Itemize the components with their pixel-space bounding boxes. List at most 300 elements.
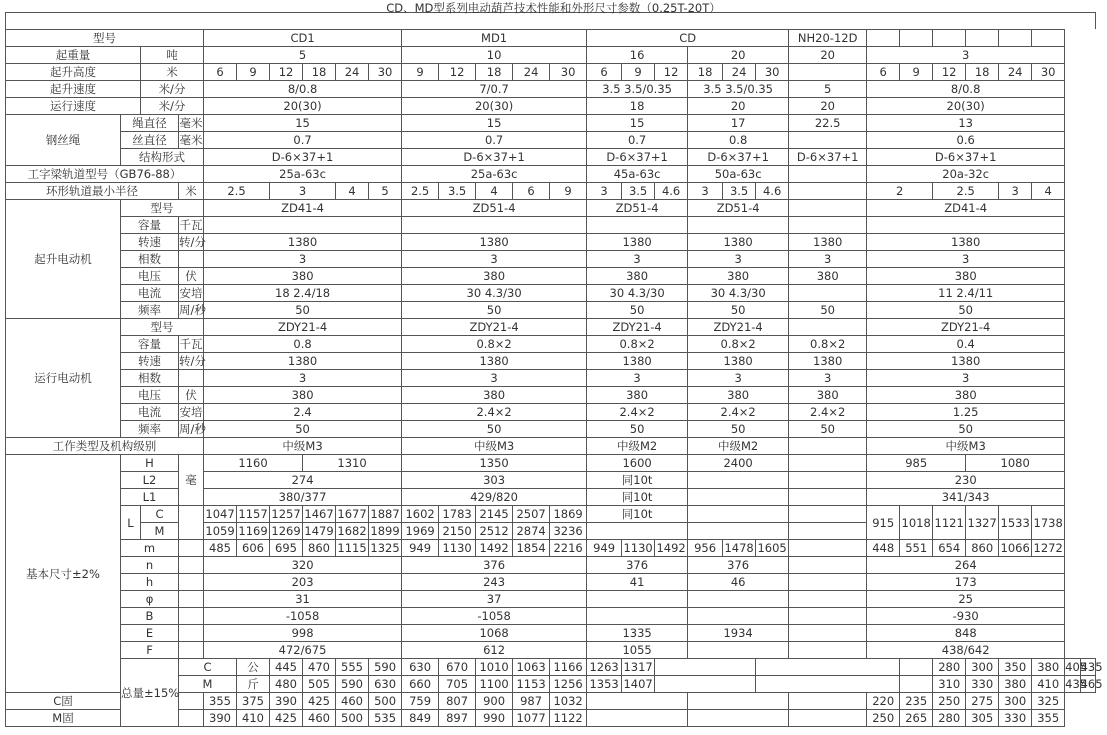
table-cell: 438/642: [867, 642, 1065, 659]
table-cell: 630: [369, 676, 402, 693]
table-cell: 吨: [141, 47, 204, 64]
table-cell: 380: [867, 268, 1065, 285]
table-cell: 1380: [688, 234, 789, 251]
table-cell: 1010: [476, 659, 513, 676]
table-cell: 1602: [402, 506, 439, 523]
table-cell: 1068: [402, 625, 587, 642]
table-cell: 330: [966, 676, 999, 693]
table-cell: 2150: [439, 523, 476, 540]
table-cell: 0.7: [402, 132, 587, 149]
table-cell: 670: [439, 659, 476, 676]
table-cell: 1055: [587, 642, 688, 659]
table-cell: 5: [789, 81, 867, 98]
table-cell: [587, 608, 688, 625]
table-cell: 50: [204, 302, 402, 319]
table-row: [6, 455, 1096, 472]
table-cell: C: [141, 506, 179, 523]
table-cell: ZD41-4: [867, 200, 1065, 217]
table-cell: 20: [789, 98, 867, 115]
table-cell: 公: [237, 659, 270, 676]
table-cell: [179, 625, 204, 642]
table-cell: 电流: [121, 285, 179, 302]
table-cell: 50: [587, 421, 688, 438]
table-cell: 5: [204, 47, 402, 64]
table-cell: 相数: [121, 251, 179, 268]
table-cell: 390: [270, 693, 303, 710]
table-cell: C: [179, 659, 237, 676]
table-cell: 275: [966, 693, 999, 710]
table-cell: 305: [966, 710, 999, 727]
table-cell: 376: [688, 557, 789, 574]
table-cell: 30 4.3/30: [688, 285, 789, 302]
table-cell: 3.5: [439, 183, 476, 200]
table-cell: 0.6: [867, 132, 1065, 149]
table-row: [6, 81, 1096, 98]
table-cell: D-6×37+1: [587, 149, 688, 166]
table-cell: [756, 659, 900, 676]
table-cell: 341/343: [867, 489, 1065, 506]
table-cell: 20: [688, 47, 789, 64]
table-cell: 2.4×2: [402, 404, 587, 421]
table-cell: 3: [789, 251, 867, 268]
table-cell: 590: [336, 676, 369, 693]
table-cell: 50: [587, 302, 688, 319]
table-cell: M: [141, 523, 179, 540]
table-cell: 同10t: [587, 489, 688, 506]
table-cell: 949: [587, 540, 622, 557]
table-cell: 630: [402, 659, 439, 676]
table-cell: 380: [789, 268, 867, 285]
table-cell: 容量: [121, 217, 179, 234]
table-cell: 3: [867, 47, 1065, 64]
table-cell: 3: [688, 183, 723, 200]
table-cell: 运行电动机: [6, 319, 121, 438]
table-cell: 460: [336, 693, 369, 710]
table-cell: 运行速度: [6, 98, 141, 115]
table-cell: 265: [900, 710, 933, 727]
spec-table-body: [6, 30, 1103, 727]
table-cell: 工字梁轨道型号（GB76-88）: [6, 166, 204, 183]
table-cell: 伏: [179, 387, 204, 404]
table-cell: 30: [550, 64, 587, 81]
table-cell: [688, 472, 789, 489]
table-cell: ZD51-4: [587, 200, 688, 217]
table-cell: 50: [204, 421, 402, 438]
table-cell: 同10t: [587, 506, 688, 523]
table-cell: 1121: [933, 506, 966, 540]
table-row: [6, 149, 1096, 166]
table-cell: 2216: [550, 540, 587, 557]
table-cell: 1.25: [867, 404, 1065, 421]
table-cell: [933, 30, 966, 47]
table-cell: [179, 591, 204, 608]
table-row: [6, 251, 1096, 268]
table-cell: 24: [723, 64, 756, 81]
table-cell: 355: [1032, 710, 1065, 727]
table-cell: 4: [476, 183, 513, 200]
table-cell: 3: [204, 370, 402, 387]
table-cell: 2.4×2: [587, 404, 688, 421]
table-cell: 2400: [688, 455, 789, 472]
table-cell: 998: [204, 625, 402, 642]
table-cell: 频率: [121, 421, 179, 438]
table-cell: 24: [336, 64, 369, 81]
table-cell: 25: [867, 591, 1065, 608]
table-row: [6, 132, 1096, 149]
table-cell: 1353: [587, 676, 622, 693]
table-cell: [587, 523, 688, 540]
table-cell: [789, 574, 867, 591]
table-cell: 380: [688, 387, 789, 404]
table-cell: 17: [688, 115, 789, 132]
table-cell: [789, 642, 867, 659]
table-cell: 3: [587, 183, 622, 200]
table-cell: [587, 710, 688, 727]
table-cell: h: [121, 574, 179, 591]
table-cell: 1887: [370, 507, 400, 521]
table-cell: 405: [1065, 660, 1088, 674]
table-cell: 1380: [688, 353, 789, 370]
table-cell: 1350: [402, 455, 587, 472]
table-cell: 2: [867, 183, 933, 200]
table-cell: [179, 574, 204, 591]
table-cell: 5: [369, 183, 402, 200]
table-cell: 848: [867, 625, 1065, 642]
table-cell: 380: [587, 268, 688, 285]
table-cell: 30: [369, 64, 402, 81]
table-cell: 型号: [6, 30, 204, 47]
table-cell: [655, 659, 756, 676]
table-cell: 1257: [271, 507, 301, 521]
table-cell: 千瓦: [179, 218, 203, 232]
table-cell: 3: [867, 370, 1065, 387]
table-cell: 9: [550, 183, 587, 200]
table-cell: 429/820: [402, 489, 587, 506]
table-cell: φ: [121, 591, 179, 608]
table-cell: 203: [204, 574, 402, 591]
table-cell: 654: [933, 540, 966, 557]
page-title: CD、MD型系列电动葫芦技术性能和外形尺寸参数（0.25T-20T）: [386, 1, 721, 15]
table-cell: 0.8: [688, 132, 789, 149]
table-cell: 380: [402, 268, 587, 285]
table-cell: 612: [402, 642, 587, 659]
table-cell: 2.4×2: [688, 404, 789, 421]
table-cell: 380: [999, 676, 1032, 693]
table-cell: 4.6: [655, 183, 688, 200]
table-cell: 绳直径: [121, 115, 179, 132]
table-cell: [789, 489, 867, 506]
table-cell: 16: [587, 47, 688, 64]
table-cell: [789, 455, 867, 472]
table-cell: 50: [789, 302, 867, 319]
table-cell: 50a-63c: [688, 166, 789, 183]
table-cell: 4.6: [756, 183, 789, 200]
table-cell: [789, 285, 867, 302]
table-cell: 2.5: [402, 183, 439, 200]
table-cell: [900, 676, 933, 693]
table-row: [6, 200, 1096, 217]
table-cell: 425: [303, 693, 336, 710]
table-cell: 千瓦: [179, 337, 203, 351]
table-cell: 15: [402, 115, 587, 132]
table-cell: [867, 217, 1065, 234]
table-row: [6, 489, 1096, 506]
table-cell: 280: [933, 710, 966, 727]
table-cell: 8/0.8: [867, 81, 1065, 98]
table-cell: 1380: [789, 234, 867, 251]
table-cell: 1492: [656, 541, 686, 555]
table-cell: 2.4×2: [789, 404, 867, 421]
table-cell: 1854: [513, 540, 550, 557]
table-row: [6, 319, 1096, 336]
table-cell: 型号: [121, 319, 204, 336]
table-cell: 505: [303, 676, 336, 693]
table-row: [6, 642, 1096, 659]
table-cell: 4: [336, 183, 369, 200]
table-cell: 500: [336, 710, 369, 727]
table-cell: 0.7: [204, 132, 402, 149]
table-cell: 电流: [121, 404, 179, 421]
table-cell: 3236: [550, 523, 587, 540]
table-cell: 周/秒: [179, 422, 206, 436]
table-cell: [179, 370, 204, 387]
table-row: [6, 217, 1096, 234]
table-cell: B: [121, 608, 179, 625]
table-cell: [789, 132, 867, 149]
table-cell: 1783: [439, 506, 476, 523]
table-cell: -1058: [402, 608, 587, 625]
table-cell: [655, 676, 756, 693]
table-cell: 3: [587, 370, 688, 387]
table-cell: 起升电动机: [6, 200, 121, 319]
table-cell: [1032, 30, 1065, 47]
table-cell: 30: [1032, 64, 1065, 81]
table-cell: ZD51-4: [688, 200, 789, 217]
table-cell: 8/0.8: [204, 81, 402, 98]
table-cell: MD1: [402, 30, 587, 47]
table-row: [6, 370, 1096, 387]
table-cell: 410: [237, 710, 270, 727]
table-cell: n: [121, 557, 179, 574]
table-cell: 11 2.4/11: [867, 285, 1065, 302]
table-cell: 中级M2: [688, 438, 789, 455]
table-cell: 3.5 3.5/0.35: [587, 81, 688, 98]
table-cell: 1380: [402, 353, 587, 370]
table-cell: [587, 591, 688, 608]
table-cell: 3: [688, 251, 789, 268]
table-cell: 50: [402, 421, 587, 438]
table-row: [6, 98, 1096, 115]
table-cell: 起重量: [6, 47, 141, 64]
table-cell: CD: [587, 30, 789, 47]
table-cell: 46: [688, 574, 789, 591]
table-cell: 1899: [370, 524, 400, 538]
table-row: [6, 285, 1096, 302]
table-cell: 20(30): [204, 98, 402, 115]
table-row: [6, 557, 1096, 574]
table-cell: L: [121, 506, 141, 540]
table-cell: 1380: [867, 353, 1065, 370]
table-cell: 2145: [476, 506, 513, 523]
table-cell: [789, 183, 867, 200]
table-cell: ZDY21-4: [587, 319, 688, 336]
table-cell: 45a-63c: [587, 166, 688, 183]
table-cell: [688, 523, 789, 540]
table-cell: 480: [270, 676, 303, 693]
table-cell: 235: [900, 693, 933, 710]
table-cell: 总量±15%: [121, 659, 179, 727]
table-cell: 606: [237, 540, 270, 557]
table-cell: 0.8×2: [688, 336, 789, 353]
table-cell: 1018: [900, 506, 933, 540]
table-row: [6, 115, 1096, 132]
table-cell: 3.5: [723, 183, 756, 200]
table-cell: 897: [439, 710, 476, 727]
table-cell: 18: [303, 64, 336, 81]
table-row: [6, 336, 1096, 353]
table-cell: 350: [999, 659, 1032, 676]
table-cell: 37: [402, 591, 587, 608]
table-cell: 1047: [205, 507, 235, 521]
table-cell: [789, 540, 867, 557]
table-cell: 24: [999, 64, 1032, 81]
table-cell: 0.8×2: [587, 336, 688, 353]
table-cell: [756, 676, 900, 693]
table-cell: 410: [1032, 676, 1065, 693]
table-cell: 6: [587, 64, 622, 81]
table-cell: 20(30): [867, 98, 1065, 115]
table-cell: 安培: [179, 286, 203, 300]
table-cell: ZD41-4: [204, 200, 402, 217]
table-cell: [789, 608, 867, 625]
table-cell: 起升高度: [6, 64, 141, 81]
table-cell: 50: [688, 421, 789, 438]
table-cell: 1869: [550, 506, 587, 523]
table-cell: 50: [402, 302, 587, 319]
table-cell: [789, 710, 867, 727]
table-cell: 355: [204, 693, 237, 710]
table-row: [6, 472, 1096, 489]
table-cell: 551: [900, 540, 933, 557]
table-row: [6, 387, 1096, 404]
table-cell: 1533: [999, 506, 1032, 540]
table-cell: 1063: [513, 659, 550, 676]
table-cell: 1157: [238, 507, 268, 521]
table-cell: 1310: [303, 455, 402, 472]
table-cell: 860: [303, 540, 336, 557]
table-cell: [688, 506, 789, 523]
table-cell: 590: [369, 659, 402, 676]
table-cell: [688, 217, 789, 234]
table-cell: 1738: [1032, 506, 1065, 540]
table-cell: 1934: [688, 625, 789, 642]
table-cell: 丝直径: [121, 132, 179, 149]
table-cell: 1682: [337, 524, 367, 538]
table-cell: [587, 217, 688, 234]
table-cell: 电压: [121, 387, 179, 404]
table-cell: 18: [688, 64, 723, 81]
table-cell: 460: [303, 710, 336, 727]
table-cell: 1077: [513, 710, 550, 727]
table-cell: 起升速度: [6, 81, 141, 98]
table-row: [6, 404, 1096, 421]
table-cell: 1600: [587, 455, 688, 472]
table-cell: 22.5: [789, 115, 867, 132]
table-cell: 工作类型及机构级别: [6, 438, 204, 455]
table-cell: 264: [867, 557, 1065, 574]
table-cell: 1169: [238, 524, 268, 538]
table-cell: 759: [402, 693, 439, 710]
table-cell: 900: [476, 693, 513, 710]
table-cell: ZDY21-4: [204, 319, 402, 336]
table-cell: 390: [204, 710, 237, 727]
table-cell: 380: [204, 268, 402, 285]
table-cell: [204, 217, 402, 234]
table-cell: 6: [867, 64, 900, 81]
table-cell: 380: [789, 387, 867, 404]
table-cell: 1380: [789, 353, 867, 370]
table-cell: 30 4.3/30: [587, 285, 688, 302]
table-cell: 毫米: [179, 116, 203, 130]
table-cell: 705: [439, 676, 476, 693]
table-cell: 1269: [271, 524, 301, 538]
table-cell: 10: [402, 47, 587, 64]
table-cell: 相数: [121, 370, 179, 387]
table-cell: 6: [513, 183, 550, 200]
table-cell: 13: [867, 115, 1065, 132]
table-cell: 274: [204, 472, 402, 489]
table-cell: [789, 166, 867, 183]
table-cell: 7/0.7: [402, 81, 587, 98]
table-cell: [179, 540, 204, 557]
table-cell: 500: [369, 693, 402, 710]
table-cell: -930: [867, 608, 1065, 625]
table-cell: 1327: [966, 506, 999, 540]
table-cell: [867, 30, 900, 47]
table-cell: [688, 489, 789, 506]
table-cell: 1605: [757, 541, 787, 555]
table-row: [6, 353, 1096, 370]
table-cell: D-6×37+1: [204, 149, 402, 166]
table-cell: 310: [933, 676, 966, 693]
table-cell: 1478: [724, 541, 754, 555]
table-cell: 0.8: [204, 336, 402, 353]
table-cell: 380: [867, 387, 1065, 404]
table-cell: 0.8×2: [402, 336, 587, 353]
table-cell: 380: [402, 387, 587, 404]
table-cell: 1335: [587, 625, 688, 642]
table-cell: 25a-63c: [204, 166, 402, 183]
table-cell: 20: [789, 47, 867, 64]
table-cell: 220: [867, 693, 900, 710]
table-cell: 斤: [237, 676, 270, 693]
table-cell: [179, 710, 204, 727]
table-cell: E: [121, 625, 179, 642]
table-cell: 380: [688, 268, 789, 285]
table-cell: 20(30): [402, 98, 587, 115]
table-cell: 303: [402, 472, 587, 489]
table-cell: 米/分: [141, 81, 204, 98]
table-cell: 15: [587, 115, 688, 132]
table-cell: 1317: [623, 660, 653, 674]
table-cell: 1130: [623, 541, 653, 555]
table-cell: [789, 200, 867, 217]
table-cell: 伏: [179, 268, 204, 285]
table-cell: 380: [1032, 659, 1065, 676]
table-cell: 320: [204, 557, 402, 574]
table-cell: M固: [6, 710, 121, 727]
table-cell: 2874: [513, 523, 550, 540]
